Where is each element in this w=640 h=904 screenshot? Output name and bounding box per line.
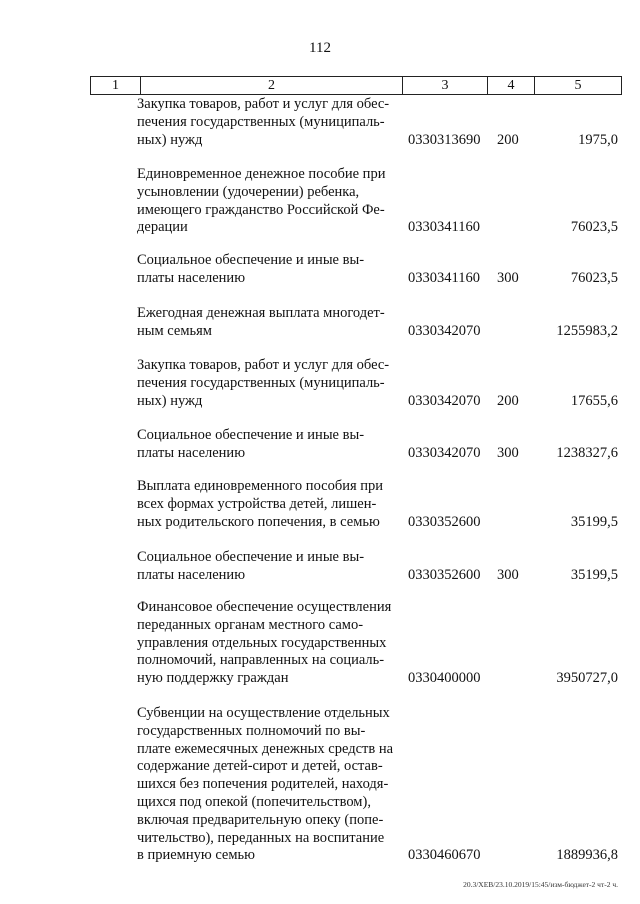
description-line: платы населению: [137, 566, 246, 583]
row-type: 300: [497, 269, 519, 286]
description-line: чительство), переданных на воспитание: [137, 829, 385, 846]
row-code: 0330313690: [408, 131, 481, 148]
row-amount: 35199,5: [570, 566, 618, 583]
description-line: государственных полномочий по вы-: [137, 722, 366, 739]
description-line: шихся без попечения родителей, находя-: [137, 776, 389, 793]
description-line: щихся под опекой (попечительством),: [137, 793, 371, 810]
description-line: Социальное обеспечение и иные вы-: [137, 427, 365, 443]
row-amount: 76023,5: [570, 269, 618, 286]
description-line: ных) нужд: [137, 392, 203, 409]
row-amount: 17655,6: [570, 392, 618, 409]
header-col-5: 5: [534, 77, 622, 94]
row-code: 0330352600: [408, 566, 481, 583]
row-amount: 1238327,6: [556, 444, 618, 461]
header-col-2: 2: [140, 77, 402, 94]
row-amount: 76023,5: [570, 219, 618, 236]
page-number: 112: [309, 40, 331, 56]
row-code: 0330341160: [408, 269, 480, 286]
description-line: усыновлении (удочерении) ребенка,: [137, 183, 360, 200]
row-description: [137, 305, 399, 341]
description-line: Субвенции на осуществление отдельных: [137, 705, 390, 721]
row-amount: 3950727,0: [556, 670, 618, 687]
description-line: в приемную семью: [137, 847, 255, 864]
description-line: печения государственных (муниципаль-: [137, 113, 385, 130]
row-type: 200: [497, 131, 519, 148]
header-col-4: 4: [487, 77, 534, 94]
description-line: полномочий, направленных на социаль-: [137, 652, 385, 669]
description-line: Ежегодная денежная выплата многодет-: [137, 305, 385, 321]
footer-stamp: 20.3/ХЕВ/23.10.2019/15:45/изм-бюджет-2 чт-2 ч.: [463, 880, 618, 889]
row-code: 0330342070: [408, 444, 481, 461]
description-line: всех формах устройства детей, лишен-: [137, 495, 377, 512]
row-code: 0330400000: [408, 670, 481, 687]
description-line: Закупка товаров, работ и услуг для обес-: [137, 96, 390, 112]
row-description: [137, 705, 399, 865]
table-header: [90, 76, 622, 95]
description-line: имеющего гражданство Российской Фе-: [137, 201, 385, 218]
header-col-1: 1: [90, 77, 140, 94]
row-description: [137, 166, 399, 237]
row-description: [137, 478, 399, 531]
row-amount: 1889936,8: [556, 847, 618, 864]
header-col-3: 3: [402, 77, 487, 94]
row-code: 0330342070: [408, 392, 481, 409]
row-code: 0330341160: [408, 219, 480, 236]
description-line: Финансовое обеспечение осуществления: [137, 599, 392, 615]
description-line: содержание детей-сирот и детей, остав-: [137, 758, 383, 775]
description-line: печения государственных (муниципаль-: [137, 374, 385, 391]
row-code: 0330352600: [408, 513, 481, 530]
description-line: Социальное обеспечение и иные вы-: [137, 549, 365, 565]
row-code: 0330460670: [408, 847, 481, 864]
description-line: дерации: [137, 219, 188, 236]
description-line: управления отдельных государственных: [137, 634, 387, 651]
row-description: [137, 599, 399, 688]
description-line: ную поддержку граждан: [137, 670, 289, 687]
description-line: ных) нужд: [137, 131, 203, 148]
description-line: ных родительского попечения, в семью: [137, 513, 380, 530]
description-line: ным семьям: [137, 322, 212, 339]
description-line: Социальное обеспечение и иные вы-: [137, 252, 365, 268]
row-amount: 35199,5: [570, 513, 618, 530]
row-description: [137, 427, 399, 463]
row-type: 200: [497, 392, 519, 409]
row-description: [137, 357, 399, 410]
row-type: 300: [497, 444, 519, 461]
description-line: Выплата единовременного пособия при: [137, 478, 384, 494]
row-description: [137, 96, 399, 149]
description-line: платы населению: [137, 444, 246, 461]
row-description: [137, 549, 399, 585]
description-line: плате ежемесячных денежных средств на: [137, 740, 394, 757]
description-line: включая предварительную опеку (попе-: [137, 811, 384, 828]
row-code: 0330342070: [408, 322, 481, 339]
row-type: 300: [497, 566, 519, 583]
description-line: переданных органам местного само-: [137, 616, 364, 633]
row-description: [137, 252, 399, 288]
description-line: Закупка товаров, работ и услуг для обес-: [137, 357, 390, 373]
row-amount: 1975,0: [578, 131, 618, 148]
description-line: платы населению: [137, 269, 246, 286]
description-line: Единовременное денежное пособие при: [137, 166, 386, 182]
row-amount: 1255983,2: [556, 322, 618, 339]
